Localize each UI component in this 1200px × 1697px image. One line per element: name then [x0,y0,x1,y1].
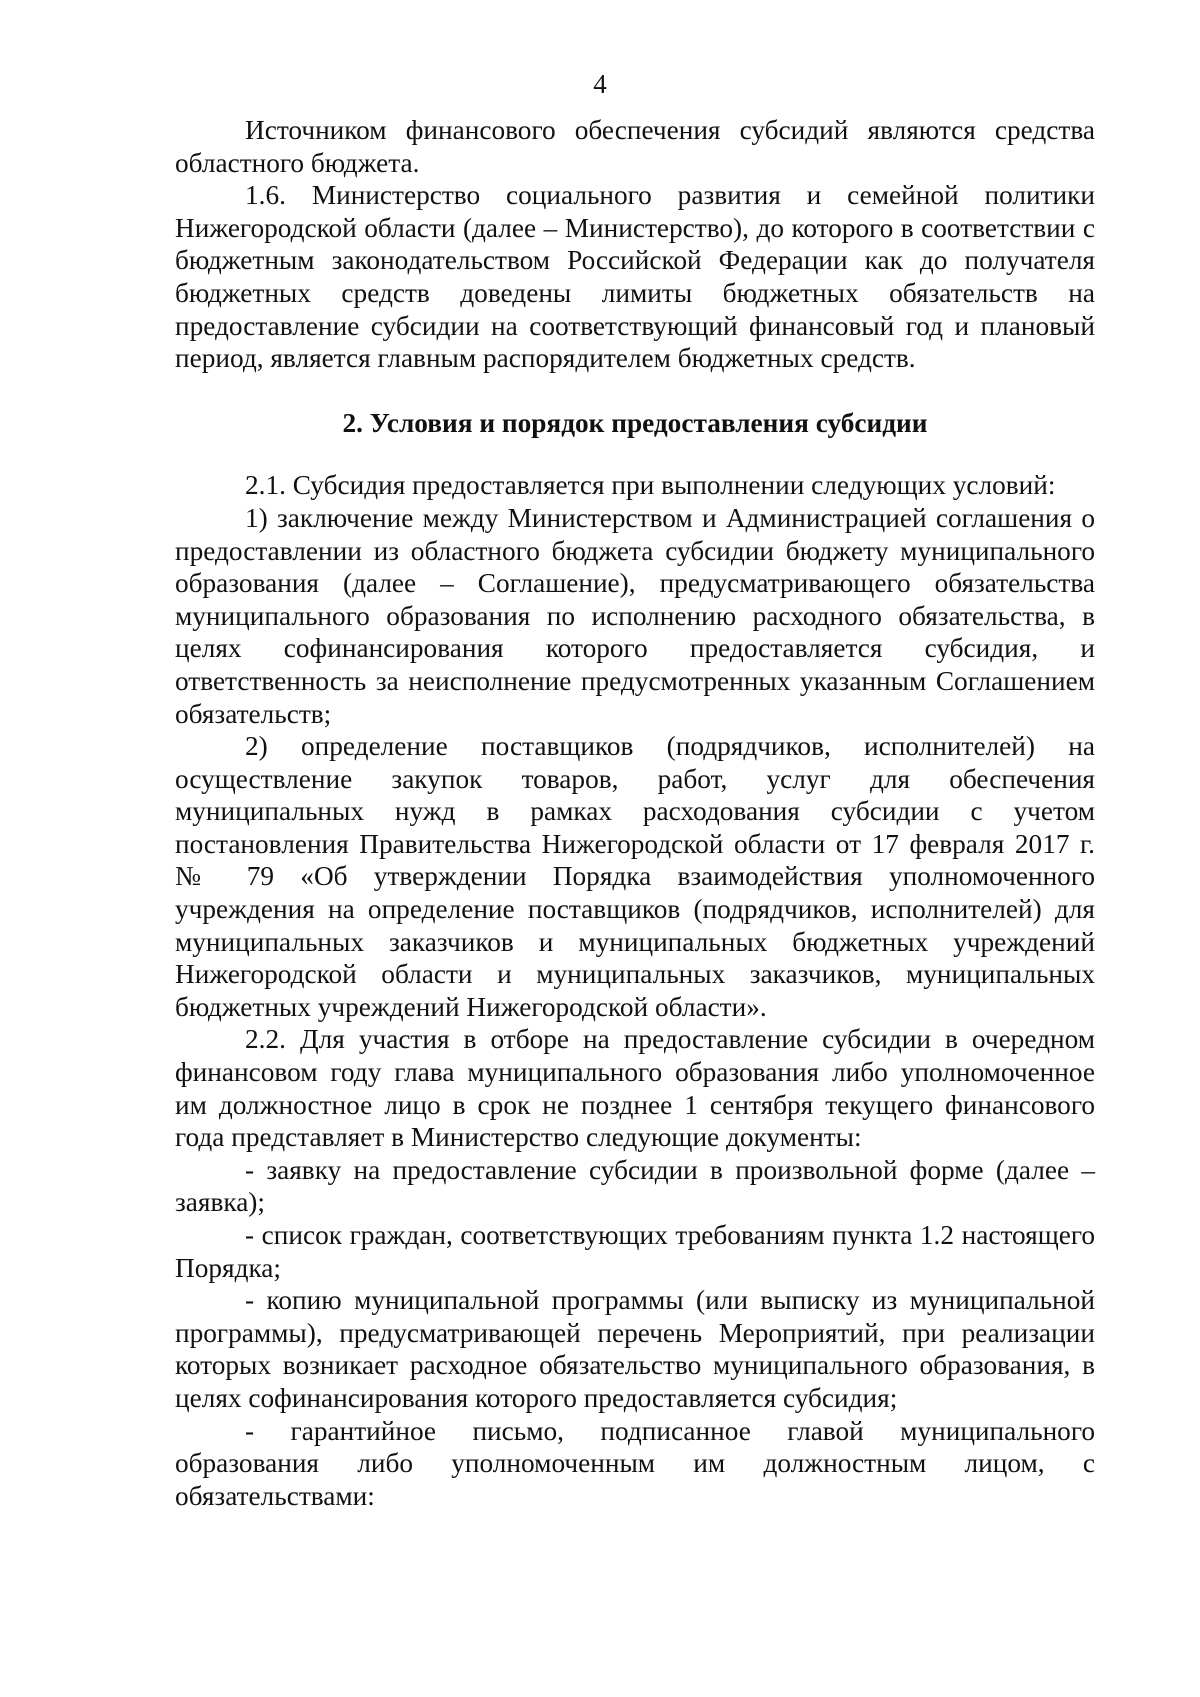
paragraph-1-6: 1.6. Министерство социального развития и семейной политики Нижегородской области (далее – Министерство), до которого в соответствии с бюджетным законодательством Российской Федерации как до получателя бюджетных средств доведены лимиты бюджетных обязательств на предоставление субсидии на соответствующий финансовый год и плановый период, является главным распорядителем бюджетных средств. [175,180,1095,374]
paragraph-2-2: 2.2. Для участия в отборе на предоставление субсидии в очередном финансовом году глава муниципального образования либо уполномоченное им должностное лицо в срок не позднее 1 сентября текущего финансового года представляет в Министерство следующие документы: [175,1024,1095,1153]
document-body [175,114,1095,1512]
list-item-citizens-list: - список граждан, соответствующих требованиям пункта 1.2 настоящего Порядка; [175,1220,1095,1283]
list-item-program-copy: - копию муниципальной программы (или выписку из муниципальной программы), предусматривающей перечень Мероприятий, при реализации которых возникает расходное обязательство муниципального образования, в целях софинансирования которого предоставляется субсидия; [175,1285,1095,1413]
paragraph-condition-1: 1) заключение между Министерством и Администрацией соглашения о предоставлении из областного бюджета субсидии бюджету муниципального образования (далее – Соглашение), предусматривающего обязательства муниципального образования по исполнению расходного обязательства, в целях софинансирования которого предоставляется субсидия, и ответственность за неисполнение предусмотренных указанным Соглашением обязательств; [175,502,1095,729]
list-item-guarantee-letter: - гарантийное письмо, подписанное главой муниципального образования либо уполномоченным им должностным лицом, с обязательствами: [175,1415,1095,1511]
section-heading: 2. Условия и порядок предоставления субсидии [342,407,928,438]
paragraph-funding-source: Источником финансового обеспечения субсидий являются средства областного бюджета. [175,115,1095,178]
list-item-application: - заявку на предоставление субсидии в произвольной форме (далее – заявка); [175,1154,1095,1218]
paragraph-condition-2: 2) определение поставщиков (подрядчиков, исполнителей) на осуществление закупок товаров, работ, услуг для обеспечения муниципальных нужд в рамках расходования субсидии с учетом постановления Правительства Нижегородской области от 17 февраля 2017 г. № 79 «Об утверждении Порядка взаимодействия уполномоченного учреждения на определение поставщиков (подрядчиков, исполнителей) для муниципальных заказчиков и муниципальных бюджетных учреждений Нижегородской области и муниципальных заказчиков, муниципальных бюджетных учреждений Нижегородской области». [175,731,1095,1022]
paragraph-2-1: 2.1. Субсидия предоставляется при выполнении следующих условий: [245,470,1056,501]
page-number: 4 [593,69,607,99]
